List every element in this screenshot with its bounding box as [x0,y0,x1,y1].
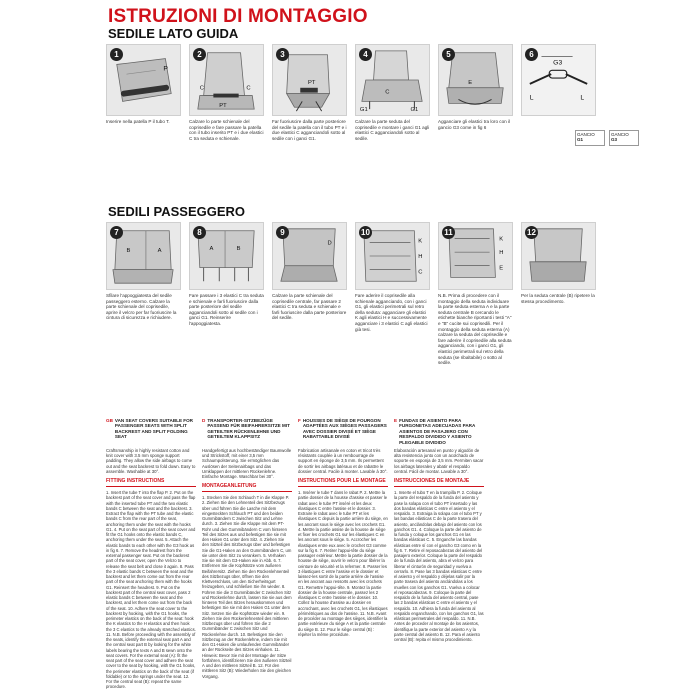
step-number: 12 [525,226,538,239]
step-number: 8 [193,226,206,239]
step-description: Agganciare gli elastici tra loro con il gancio G3 come in fig 6 [438,119,511,130]
label-a: A [209,246,214,253]
column-heading-text: HOUSSES DE SIÈGE DE FOURGON ADAPTÉES AUX SIÈGES PASSAGERS AVEC DOSSIER DIVISÉ ET SIÈGE RABATTABLE DIVISÉ [302,418,387,440]
step-illustration [355,222,430,290]
step-illustration [438,44,513,116]
step-description: Calzare lo parte schienale del coprisedile e fare passare la patella con il tubo inserito PT e i due elastici C tra seduta e schienale. [189,119,264,141]
step-number: 6 [525,48,538,61]
step-1 [106,44,181,141]
step-12 [521,222,596,366]
step-illustration [189,44,264,116]
label-g3: G3 [553,59,563,67]
column-heading [202,418,292,446]
section-title-driver-seat: SEDILE LATO GUIDA [108,26,239,41]
label-e: E [468,79,473,86]
column-heading [106,418,196,446]
hook-legend-label: GANCIO [577,132,595,137]
step-illustration [189,222,264,290]
label-a: A [157,248,162,255]
label-g1: G1 [359,107,368,114]
language-flag-icon: GB [106,418,113,423]
step-number: 5 [442,48,455,61]
step-description: Calzare la parte seduta del coprisedile e montare i ganci G1 agli elastici C agganciandoli sotto al sedile. [355,119,430,141]
column-intro: Elaboración artesanal en punto y algodón de alta resistencia junto con un acolchado de soporte en esponja de 3,5 mm. Permiten sacar los airbags laterales y abatir el respaldo central. Fácil de montar. Lavable a 30°. [394,448,484,474]
label-h: H [418,253,423,260]
step-2 [189,44,264,141]
step-number: 11 [442,226,455,239]
label-p: P [163,65,168,73]
label-k: K [418,238,423,245]
column-heading-text: FUNDAS DE ASIENTO PARA FURGONETAS ADECUADAS PARA ASIENTOS DE PASAJERO CON RESPALDO DIVIDIDO Y ASIENTO PLEGABLE DIVIDIDO [399,418,476,445]
driver-steps-row [106,44,596,141]
column-instructions-body: 1. Inserte el tubo T en la trampilla P. 2. Coloque la parte del respaldo de la funda del asiento y pase la solapa con el tubo PT insertado y las dos bandas elásticas C entre el asiento y el respaldo. 3. Extraiga la solapa con el tubo PT y las bandas elásticas C de la parte trasera del asiento, anclándolas debajo del asiento con los ganchos G1. 4. Coloque la parte del asiento de la funda y coloque los ganchos G1 en las bandas elásticas C. 5. Enganche las bandas elásticas entre sí con el gancho G3 como en la fig 6. 7. Retire el reposacabezas del asiento del pasajero exterior. Coloque la parte del respaldo de la funda del asiento, abra el velcro para liberar el cinturón de seguridad y vuelva a cerrarlo. 8. Pase las 3 bandas elásticas C entre el asiento y el respaldo y déjelas salir por la parte trasera del asiento anclándolas a los muelles con los ganchos G1. Vuelva a colocar el reposacabezas. 9. Coloque la parte del respaldo de la funda del asiento central, pase las 2 bandas elásticas C entre el asiento y el respaldo. 10. Adhiera la funda del asiento al respaldo enganchando, con los ganchos G1, las elásticas perimetrales del respaldo. 11. N.B. Antes de proceder al montaje de los asientos, identifique la parte exterior del asiento A y la parte central del asiento B. 12. Para el asiento central (B): repita el mismo procedimiento. [394,490,484,643]
step-4 [355,44,430,141]
language-flag-icon: F [298,418,301,423]
multilingual-instructions [106,418,484,690]
step-illustration [106,44,181,116]
label-b: B [126,248,131,255]
hook-legend-g3 [609,130,639,146]
hook-legend [575,130,639,146]
step-description: Sfilare l'appoggiatesta del sedile passeggero esterno. Calzare la parte schienale del coprisedile, aprire il velcro per far fuoriuscire la cintura di sicurezza e richiudere. [106,293,177,321]
step-number: 7 [110,226,123,239]
column-instructions-title: INSTRUCTIONS POUR LE MONTAGE [298,478,388,487]
step-6 [521,44,596,141]
label-c: C [418,269,423,276]
column-heading [394,418,484,446]
column-heading-text: VAN SEAT COVERS SUITABLE FOR PASSENGER SEATS WITH SPLIT BACKREST AND SPLIT FOLDING SEAT [114,418,193,440]
step-description: Inserire nella patella P il tubo T. [106,119,170,124]
step-illustration [106,222,181,290]
language-flag-icon: D [202,418,206,423]
label-b: B [236,246,241,253]
step-illustration [355,44,430,116]
page-title: ISTRUZIONI DI MONTAGGIO [108,6,368,27]
step-10 [355,222,430,366]
column-german [202,418,292,690]
step-7 [106,222,181,366]
label-pt: PT [219,103,227,110]
column-instructions-body: 1. Stecken Sie den Schlauch T in die Klappe P. 2. Ziehen Sie den Lehnenteil des Sitzbezugs über und führen Sie die Lasche mit dem eingesteckten Schlauch PT und den beiden Gummibändern C zwischen Sitz und Lehne durch. 3. Ziehen Sie die Klappe mit dem PT-Rohr und den Gummibändern C vom hinteren Teil des Sitzes aus und befestigen Sie sie mit den Haken G1 unter dem Sitz. 4. Ziehen Sie den Sitzteil des Sitzbezugs über und befestigen Sie die G1-Haken an den Gummibändern C, um sie unter dem Sitz zu verankern. 5. Verhaken Sie sie mit dem G3-Haken wie in Abb. 6. 7. Entfernen Sie die Kopfstütze vom äußeren Beifahrersitz. Ziehen Sie den Rückenlehnenteil des Sitzbezugs über, öffnen Sie den Klettverschluss, um den Sicherheitsgurt freizugeben, und schließen Sie ihn wieder. 8. Führen Sie die 3 Gummibänder C zwischen Sitz und Rückenlehne durch, lassen Sie sie aus dem hinteren Teil des Sitzes herauskommen und befestigen Sie sie mit den Haken G1 unter dem Sitz. Setzen Sie die Kopfstütze wieder ein. 9. Ziehen Sie den Rückenlehnenteil des mittleren Sitzbezugs über und führen Sie die 2 Gummibänder C zwischen Sitz und Rückenlehne durch. 10. Befestigen Sie den Sitzbezug an der Rückenlehne, indem Sie mit den G1-Haken die umlaufenden Gummibänder an der Rückseite des Sitzes einhaken. 11. Hinweis: Bevor Sie mit der Montage der Sitze fortfahren, identifizieren Sie den äußeren Sitzteil A und den mittleren Sitzteil B. 12. Für den mittleren Sitz (B): Wiederholen Sie den gleichen Vorgang. [202,495,292,679]
column-intro: Handgefertigt aus hochbeständiger Baumwolle und Strickstoff, mit einer 3,5 mm Schaumpolsterung. Sie ermöglichen das Auslösen der Seitenairbags und das Umklappen der mittleren Rückenlehne. Einfache Montage. Waschbar bei 30°. [202,448,292,480]
step-number: 9 [276,226,289,239]
step-number: 3 [276,48,289,61]
column-instructions-body: 1. Insert the tube T into the flap P. 2. Put on the backrest part of the seat cover and pass the flap with the inserted tube PT and the two elastic bands C between the seat and the backrest. 3. Extract the flap with the PT tube and the elastic bands C from the rear part of the seat, anchoring them under the seat with the hooks G1. 4. Put on the seat part of the seat cover and fit the G1 hooks onto the elastic bands C, anchoring them under the seat. 5. Attach the elastic bands to each other with the G3 hook as in fig 6. 7. Remove the headrest from the external passenger seat. Put on the backrest part of the seat cover, open the Velcro to release the seat belt and close it again. 8. Pass the 3 elastic bands C between the seat and the backrest and let them come out from the rear part of the seat anchoring them with the hooks G1. Reinsert the headrest. 9. Put on the backrest part of the central seat cover, pass 2 elastic bands C between the seat and the backrest, and let them come out from the back of the seat. 10. Adhere the seat cover to the backrest by hooking, with the G1 hooks, the perimeter elastics on the back of the seat: hook the K elastics to the H elastics and then hook the 3 C elastics to the already stretched elastics. 11. N.B. Before proceeding with the assembly of the seats, identify the external seat part A and the central seat part B by looking for the white labels bearing the texts A and B sewn onto the seat covers. For the external seat (A): fit the seat part of the seat cover and adhere the seat cover to the seat by hooking, with the G1 hooks, the perimeter elastics on the back of the seat (if foldable) or to the springs under the seat. 12. For the central seat (B): repeat the same procedure. [106,490,196,690]
label-g1: G1 [410,107,419,114]
step-number: 4 [359,48,372,61]
label-pt: PT [308,79,316,86]
language-flag-icon: E [394,418,398,423]
passenger-steps-row [106,222,596,366]
hook-legend-g1 [575,130,605,146]
step-description: Fare aderire il coprisedile alla schienale agganciando, con i ganci G1, gli elastici perimetrali sul retro della seduta: agganciare gli elastici K agli elastici H e successivamente agganciare i 3 elastici C agli elastici già tesi. [355,293,428,332]
hook-legend-label: GANCIO [611,132,629,137]
step-description: Far fuoriuscire dalla parte posteriore del sedile la patella con il tubo PT e i due elastici C agganciandoli sotto al sedile con i ganci G1. [272,119,347,141]
step-11 [438,222,513,366]
column-spanish [394,418,484,690]
step-number: 1 [110,48,123,61]
label-e: E [499,265,504,272]
step-description: Calzare la parte schienale del coprisedile centrale, far passare 2 elastici C tra seduta e schienale e farli fuoriuscire dalla parte posteriore del sedile. [272,293,347,321]
step-number: 2 [193,48,206,61]
step-illustration [272,44,347,116]
column-instructions-body: 1. Insérer le tube T dans le rabat P. 2. Mettre la partie dossier de la housse d'assise et passer le rabat avec le tube PT inséré et les deux élastiques C entre l'assise et le dossier. 3. Extraire le rabat avec le tube PT et les élastiques C depuis la partie arrière du siège, en les ancrant sous le siège avec les crochets G1. 4. Mettre la partie assise de la housse de siège et fixer les crochets G1 sur les élastiques C en les ancrant sous le siège. 5. Accrocher les élastiques entre eux avec le crochet G3 comme sur la fig 6. 7. Retirer l'appui-tête du siège passager extérieur. Mettre la partie dossier de la housse de siège, ouvrir le velcro pour libérer la ceinture de sécurité et la refermer. 8. Passer les 3 élastiques C entre l'assise et le dossier et laissez-les sortir de la partie arrière de l'assise en les ancrant aux ressorts avec les crochets G1. Remettre l'appui-tête. 9. Montez la partie dossier de la housse centrale, passez les 2 élastiques C entre l'assise et le dossier. 10. Collez la housse d'assise au dossier en accrochant, avec les crochets G1, les élastiques périmétriques au dos de l'assise. 11. N.B. Avant de procéder au montage des sièges, identifier la partie extérieure du siège A et la partie centrale du siège B. 12. Pour le siège central (B) : répéter la même procédure. [298,490,388,637]
section-title-passenger-seats: SEDILI PASSEGGERO [108,204,246,219]
label-l: L [529,94,534,102]
hook-legend-code: G3 [611,137,618,142]
step-illustration [438,222,513,290]
column-instructions-title: FITTING INSTRUCTIONS [106,478,196,487]
step-3 [272,44,347,141]
label-d: D [327,240,332,247]
column-instructions-title: MONTAGEANLEITUNG [202,483,292,492]
label-k: K [499,236,504,243]
label-l: L [580,94,585,102]
column-intro: Fabrication artisanale en coton et tricot très résistants couplée à un rembourrage de support en éponge de 3,5 mm. Ils permettent de sortir les airbags latéraux et de rabattre le dossier central. Facile à monter. Lavable à 30°. [298,448,388,474]
step-9 [272,222,347,366]
hook-legend-code: G1 [577,137,584,142]
column-english [106,418,196,690]
column-heading-text: TRANSPORTER-SITZBEZÜGE PASSEND FÜR BEIFAHRERSITZE MIT GETEILTER RÜCKENLEHNE UND GETEILTEM KLAPPSITZ [207,418,290,440]
step-illustration [521,44,596,116]
column-french [298,418,388,690]
step-illustration [272,222,347,290]
step-8 [189,222,264,366]
column-instructions-title: INSTRUCCIONES DE MONTAJE [394,478,484,487]
step-number: 10 [359,226,372,239]
step-description: Fare passare i 3 elastici C tra seduta e schienale e farli fuoriuscire dalla parte posteriore del sedile agganciandoli sotto al sedile con i ganci G1. Reinserire l'appoggiatesta. [189,293,264,326]
step-5 [438,44,513,141]
step-description: Per la seduta centrale (B) ripetere la stessa procedimento. [521,293,595,304]
step-illustration [521,222,596,290]
label-h: H [499,250,504,257]
step-description: N.B. Prima di procedere con il montaggio della seduta individuare la parte seduta esterna A e la parte seduta centrale B cercando le etichette bianche riportanti i testi "A" e "B" cucite sui coprisedili. Per il montaggio della seduta esterna (A) calzare la seduta del coprisedile e fare aderire il coprisedile alla seduta agganciando, con i ganci G1, gli elastici perimetrali sul retro della seduta (se ribaltabile) o sotto al sedile. [438,293,512,366]
label-c: C [246,85,251,92]
label-c: C [385,89,390,96]
label-c: C [199,85,204,92]
column-heading [298,418,388,446]
column-intro: Craftsmanship in highly resistant cotton and knit cover with 3.5 mm sponge support padding. They allow the side airbags to come out and the seat backrest to fold down. Easy to assemble. Washable at 30°. [106,448,196,474]
